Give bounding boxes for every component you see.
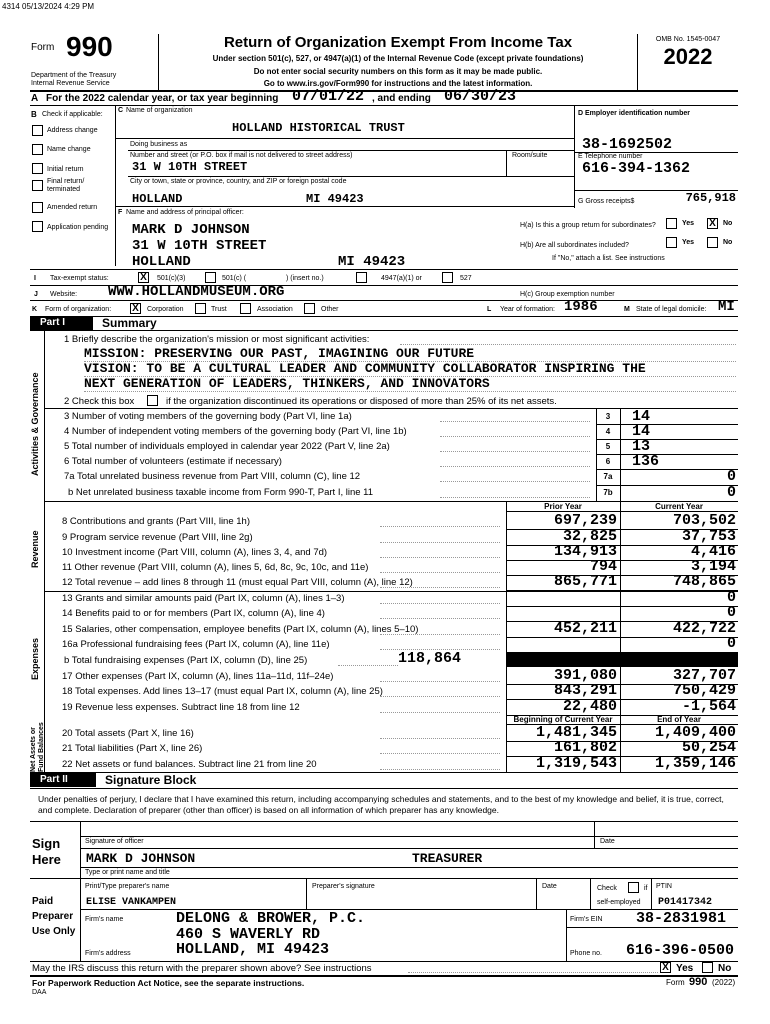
state-domicile-value: MI: [718, 299, 735, 315]
prior-year-value: 1,319,543: [535, 755, 617, 772]
state-domicile-label: State of legal domicile:: [636, 306, 707, 313]
website-label: Website:: [50, 291, 78, 298]
boy-header: Beginning of Current Year: [513, 715, 613, 724]
org-street: 31 W 10TH STREET: [132, 160, 248, 174]
officer-city: HOLLAND: [132, 254, 191, 270]
prior-year-value: 134,913: [553, 543, 617, 560]
daa-label: DAA: [32, 989, 47, 996]
leader-dots: [440, 436, 590, 437]
gov-line-value: 0: [726, 484, 736, 501]
leader-dots: [380, 572, 500, 573]
side-revenue: Revenue: [30, 530, 40, 568]
line-l-label: L: [487, 306, 492, 313]
other-org-label: Other: [321, 306, 339, 313]
corporation-label: Corporation: [147, 306, 184, 313]
line-item-text: 15 Salaries, other compensation, employee benefits (Part IX, column (A), lines 5–10): [62, 624, 419, 635]
discuss-question: May the IRS discuss this return with the preparer shown above? See instructions: [32, 963, 372, 974]
leader-dots: [380, 769, 500, 770]
amended-return-label: Amended return: [47, 204, 98, 211]
line-item-text: 14 Benefits paid to or for members (Part IX, column (A), line 4): [62, 608, 325, 619]
check-label: Check: [597, 885, 617, 892]
current-year-value: 703,502: [672, 512, 736, 529]
print-preparer-label: Print/Type preparer's name: [85, 883, 170, 890]
leader-dots: [440, 451, 590, 452]
leader-dots: [380, 557, 500, 558]
omb-number: OMB No. 1545-0047: [655, 36, 721, 43]
line-item-text: 17 Other expenses (Part IX, column (A), lines 11a–11d, 11f–24e): [62, 671, 334, 682]
gov-line-text: 5 Total number of individuals employed in calendar year 2022 (Part V, line 2a): [64, 441, 390, 452]
self-employed-checkbox[interactable]: [628, 882, 639, 893]
side-expenses: Expenses: [30, 637, 40, 680]
line-a-and-ending: , and ending: [372, 93, 431, 104]
city-label: City or town, state or province, country, and ZIP or foreign postal code: [130, 178, 347, 185]
current-year-value: 0: [726, 589, 736, 606]
current-year-value: 50,254: [681, 739, 736, 756]
mission-line-1: MISSION: PRESERVING OUR PAST, IMAGINING OUR FUTURE: [84, 346, 475, 361]
application-pending-label: Application pending: [47, 224, 109, 231]
year-formation-value: 1986: [564, 299, 598, 315]
form-of-org-label: Form of organization:: [45, 306, 112, 313]
current-year-value: 327,707: [672, 667, 736, 684]
gov-line-text: b Net unrelated business taxable income from Form 990-T, Part I, line 11: [68, 487, 374, 498]
firm-phone-label: Phone no.: [570, 950, 602, 957]
room-suite-label: Room/suite: [512, 152, 548, 159]
leader-dots: [440, 466, 590, 467]
discuss-yes-label: Yes: [676, 963, 694, 974]
pra-notice: For Paperwork Reduction Act Notice, see the separate instructions.: [32, 978, 305, 988]
line-item-text: 11 Other revenue (Part VIII, column (A), lines 5, 6d, 8c, 9c, 10c, and 11e): [62, 562, 369, 573]
501c-checkbox[interactable]: [205, 272, 216, 283]
gov-line-number: 7b: [603, 488, 613, 497]
527-label: 527: [460, 275, 472, 282]
eoy-header: End of Year: [657, 715, 701, 724]
leader-dots: [380, 634, 500, 635]
footer-form-label: Form: [666, 978, 685, 987]
gov-line-text: 4 Number of independent voting members of the governing body (Part VI, line 1b): [64, 426, 407, 437]
dba-label: Doing business as: [130, 141, 188, 148]
tax-exempt-label: Tax-exempt status:: [50, 275, 109, 282]
gov-line-value: 14: [632, 423, 651, 440]
ha-no-label: No: [723, 220, 733, 227]
side-net-assets: Net Assets or Fund Balances: [30, 722, 45, 772]
ein-value: 38-1692502: [582, 136, 673, 153]
current-year-value: 4,416: [690, 543, 736, 560]
gov-line-text: 3 Number of voting members of the governing body (Part VI, line 1a): [64, 411, 352, 422]
ha-yes-checkbox[interactable]: [666, 218, 677, 229]
gov-line-value: 136: [632, 453, 660, 470]
firm-name-label: Firm's name: [85, 916, 124, 923]
if-label: if: [644, 885, 648, 892]
gov-line-number: 6: [605, 457, 611, 466]
form-subtitle: Under section 501(c), 527, or 4947(a)(1) of the Internal Revenue Code (except private foundations): [212, 54, 584, 63]
officer-state-zip: MI 49423: [338, 254, 406, 270]
leader-dots: [380, 526, 500, 527]
hb-note: If "No," attach a list. See instructions: [552, 255, 665, 262]
prior-year-value: 697,239: [553, 512, 617, 529]
line-a-text: For the 2022 calendar year, or tax year beginning: [46, 93, 279, 104]
current-year-value: 0: [726, 604, 736, 621]
org-state-zip: MI 49423: [306, 192, 364, 206]
gross-receipts-value: 765,918: [685, 191, 736, 205]
hb-no-label: No: [723, 239, 733, 246]
line-i-label: I: [34, 275, 36, 282]
application-pending-checkbox[interactable]: [32, 221, 43, 232]
org-city: HOLLAND: [132, 192, 183, 206]
gov-line-number: 3: [605, 412, 611, 421]
501c-label: 501(c) (: [222, 275, 247, 282]
leader-dots: [380, 753, 500, 754]
name-change-checkbox[interactable]: [32, 144, 43, 155]
website-value[interactable]: WWW.HOLLANDMUSEUM.ORG: [108, 284, 285, 300]
line-item-text: 8 Contributions and grants (Part VIII, line 1h): [62, 516, 250, 527]
part2-label: Part II: [40, 774, 68, 785]
initial-return-checkbox[interactable]: [32, 163, 43, 174]
line-item-text: 9 Program service revenue (Part VIII, line 2g): [62, 532, 253, 543]
gov-line-text: 7a Total unrelated business revenue from Part VIII, column (C), line 12: [64, 471, 361, 482]
hc-label: H(c) Group exemption number: [520, 291, 615, 298]
ha-yes-label: Yes: [682, 220, 695, 227]
hb-question: H(b) Are all subordinates included?: [520, 242, 629, 249]
line16b-text: b Total fundraising expenses (Part IX, column (D), line 25): [64, 655, 308, 666]
signer-title: TREASURER: [412, 851, 483, 866]
association-checkbox[interactable]: [240, 303, 251, 314]
tax-year-end: 06/30/23: [444, 88, 517, 105]
preparer-date-label: Date: [542, 883, 557, 890]
year-formation-label: Year of formation:: [500, 306, 555, 313]
line-b-label: B: [31, 110, 37, 119]
hb-yes-label: Yes: [682, 239, 695, 246]
line-item-text: 12 Total revenue – add lines 8 through 11 (must equal Part VIII, column (A), line 12): [62, 577, 413, 588]
4947-checkbox[interactable]: [356, 272, 367, 283]
preparer-sig-label: Preparer's signature: [312, 883, 375, 890]
firm-ein: 38-2831981: [636, 910, 727, 927]
part1-label: Part I: [40, 317, 66, 328]
ssn-warning: Do not enter social security numbers on this form as it may be made public.: [253, 67, 543, 76]
leader-dots: [380, 587, 500, 588]
prior-year-value: 1,481,345: [535, 724, 617, 741]
side-activities: Activities & Governance: [30, 372, 40, 476]
current-year-value: -1,564: [681, 698, 736, 715]
line1-text: 1 Briefly describe the organization's mission or most significant activities:: [64, 334, 370, 345]
final-return-label: Final return/ terminated: [47, 178, 85, 193]
sign-label: Sign: [32, 836, 61, 851]
gov-line-value: 0: [726, 468, 736, 485]
phone-label: E Telephone number: [578, 153, 643, 160]
firm-phone: 616-396-0500: [626, 942, 735, 959]
discuss-no-label: No: [718, 963, 732, 974]
gov-line-text: 6 Total number of volunteers (estimate if necessary): [64, 456, 282, 467]
line-item-text: 13 Grants and similar amounts paid (Part IX, column (A), lines 1–3): [62, 593, 345, 604]
leader-dots: [380, 738, 500, 739]
self-employed-label: self-employed: [597, 899, 641, 906]
leader-dots: [440, 497, 590, 498]
address-change-checkbox[interactable]: [32, 125, 43, 136]
leader-dots: [380, 696, 500, 697]
use-only-label: Use Only: [32, 926, 76, 937]
street-label: Number and street (or P.O. box if mail is not delivered to street address): [130, 152, 353, 159]
officer-street: 31 W 10TH STREET: [132, 238, 267, 254]
leader-dots: [380, 712, 500, 713]
discuss-no-checkbox[interactable]: [702, 962, 713, 973]
firm-city: HOLLAND, MI 49423: [176, 941, 330, 958]
prior-year-value: 32,825: [562, 528, 617, 545]
ptin-label: PTIN: [656, 883, 672, 890]
line-a-label: A: [31, 93, 39, 104]
part2-title: Signature Block: [105, 773, 197, 787]
preparer-name: ELISE VANKAMPEN: [86, 897, 177, 908]
address-change-label: Address change: [47, 127, 98, 134]
insert-no-label: ) (insert no.): [286, 275, 324, 282]
firm-street: 460 S WAVERLY RD: [176, 926, 321, 943]
prior-year-value: 391,080: [553, 667, 617, 684]
discontinued-checkbox[interactable]: [147, 395, 158, 406]
form-label: Form: [31, 42, 55, 53]
prior-year-value: 22,480: [562, 698, 617, 715]
current-year-value: 748,865: [672, 573, 736, 590]
line-item-text: 18 Total expenses. Add lines 13–17 (must equal Part IX, column (A), line 25): [62, 686, 383, 697]
dept-treasury: Department of the Treasury: [31, 72, 117, 79]
sig-officer-label: Signature of officer: [85, 838, 144, 845]
line-b-check-if: Check if applicable:: [42, 111, 103, 118]
corporation-checkbox[interactable]: X: [130, 303, 141, 314]
line-item-text: 21 Total liabilities (Part X, line 26): [62, 743, 203, 754]
other-org-checkbox[interactable]: [304, 303, 315, 314]
trust-label: Trust: [211, 306, 227, 313]
prior-year-header: Prior Year: [544, 502, 582, 511]
501c3-checkbox[interactable]: X: [138, 272, 149, 283]
firm-name: DELONG & BROWER, P.C.: [176, 910, 366, 927]
prior-year-value: 865,771: [553, 573, 617, 590]
print-timestamp: 4314 05/13/2024 4:29 PM: [2, 2, 95, 11]
line-item-text: 19 Revenue less expenses. Subtract line 18 from line 12: [62, 702, 300, 713]
preparer-label: Preparer: [32, 911, 74, 922]
sig-date-label: Date: [600, 838, 615, 845]
current-year-header: Current Year: [655, 502, 703, 511]
principal-officer-label: Name and address of principal officer:: [126, 209, 244, 216]
ptin-value: P01417342: [658, 897, 713, 908]
hb-no-checkbox[interactable]: [707, 237, 718, 248]
gov-line-number: 4: [605, 427, 611, 436]
footer-form-year: (2022): [712, 978, 736, 987]
current-year-value: 1,359,146: [654, 755, 736, 772]
footer-form-number: 990: [689, 976, 708, 988]
ein-label: D Employer identification number: [578, 110, 691, 117]
form-title: Return of Organization Exempt From Income Tax: [223, 34, 573, 51]
org-name-label: Name of organization: [126, 107, 193, 114]
line16b-value: 118,864: [398, 650, 462, 667]
signer-name: MARK D JOHNSON: [86, 851, 196, 866]
leader-dots: [380, 542, 500, 543]
current-year-value: 0: [726, 635, 736, 652]
amended-return-checkbox[interactable]: [32, 202, 43, 213]
line-j-label: J: [34, 291, 38, 298]
officer-name: MARK D JOHNSON: [132, 222, 250, 238]
current-year-value: 37,753: [681, 528, 736, 545]
line2-text-b: if the organization discontinued its operations or disposed of more than 25% of its net assets.: [166, 396, 557, 407]
4947-label: 4947(a)(1) or: [381, 275, 422, 282]
trust-checkbox[interactable]: [195, 303, 206, 314]
initial-return-label: Initial return: [47, 166, 84, 173]
leader-dots: [380, 603, 500, 604]
501c3-label: 501(c)(3): [157, 275, 186, 282]
line-f-label: F: [118, 209, 123, 216]
leader-dots: [440, 481, 590, 482]
current-year-value: 422,722: [672, 620, 736, 637]
line-item-text: 16a Professional fundraising fees (Part IX, column (A), line 11e): [62, 639, 330, 650]
gov-line-number: 7a: [603, 472, 613, 481]
firm-ein-label: Firm's EIN: [570, 916, 603, 923]
association-label: Association: [257, 306, 293, 313]
gross-receipts-label: G Gross receipts$: [578, 198, 635, 205]
line-item-text: 20 Total assets (Part X, line 16): [62, 728, 194, 739]
gov-line-value: 14: [632, 408, 651, 425]
line-m-label: M: [624, 306, 630, 313]
line-k-label: K: [32, 306, 38, 313]
perjury-statement: Under penalties of perjury, I declare that I have examined this return, including accompanying schedules and statements, and to the best of my knowledge and belief, it is true, correct, and complete. Declaration of preparer (other than officer) is based on all information of which preparer has any knowledge.: [38, 794, 724, 815]
gov-line-value: 13: [632, 438, 651, 455]
tax-year: 2022: [663, 44, 713, 69]
paid-label: Paid: [32, 896, 54, 907]
gov-line-number: 5: [605, 442, 611, 451]
line-c-label: C: [118, 107, 124, 114]
goto-instructions: Go to www.irs.gov/Form990 for instructions and the latest information.: [263, 79, 533, 88]
leader-dots: [380, 618, 500, 619]
form-number: 990: [66, 31, 113, 62]
hb-yes-checkbox[interactable]: [666, 237, 677, 248]
line2-text-a: 2 Check this box: [64, 396, 135, 407]
current-year-value: 750,429: [672, 682, 736, 699]
type-name-label: Type or print name and title: [85, 869, 170, 876]
org-name: HOLLAND HISTORICAL TRUST: [232, 121, 405, 135]
ha-no-checkbox[interactable]: X: [707, 218, 718, 229]
tax-year-begin: 07/01/22: [292, 88, 365, 105]
mission-line-2: VISION: TO BE A CULTURAL LEADER AND COMMUNITY COLLABORATOR INSPIRING THE: [84, 361, 646, 376]
current-year-value: 3,194: [690, 558, 736, 575]
prior-year-value: 843,291: [553, 682, 617, 699]
line-item-text: 22 Net assets or fund balances. Subtract line 21 from line 20: [62, 759, 317, 770]
ha-question: H(a) Is this a group return for subordinates?: [520, 222, 656, 229]
prior-year-value: 452,211: [553, 620, 617, 637]
leader-dots: [440, 421, 590, 422]
irs-label: Internal Revenue Service: [31, 80, 110, 87]
here-label: Here: [32, 852, 61, 867]
mission-line-3: NEXT GENERATION OF LEADERS, THINKERS, AND INNOVATORS: [84, 376, 490, 391]
current-year-value: 1,409,400: [654, 724, 736, 741]
527-checkbox[interactable]: [442, 272, 453, 283]
part1-title: Summary: [102, 316, 157, 330]
prior-year-value: 161,802: [553, 739, 617, 756]
phone-value: 616-394-1362: [582, 160, 691, 177]
firm-address-label: Firm's address: [85, 950, 131, 957]
discuss-yes-checkbox[interactable]: X: [660, 962, 671, 973]
final-return-checkbox[interactable]: [32, 180, 43, 191]
prior-year-value: 794: [589, 558, 617, 575]
name-change-label: Name change: [47, 146, 91, 153]
leader-dots: [380, 681, 500, 682]
line-item-text: 10 Investment income (Part VIII, column (A), lines 3, 4, and 7d): [62, 547, 328, 558]
